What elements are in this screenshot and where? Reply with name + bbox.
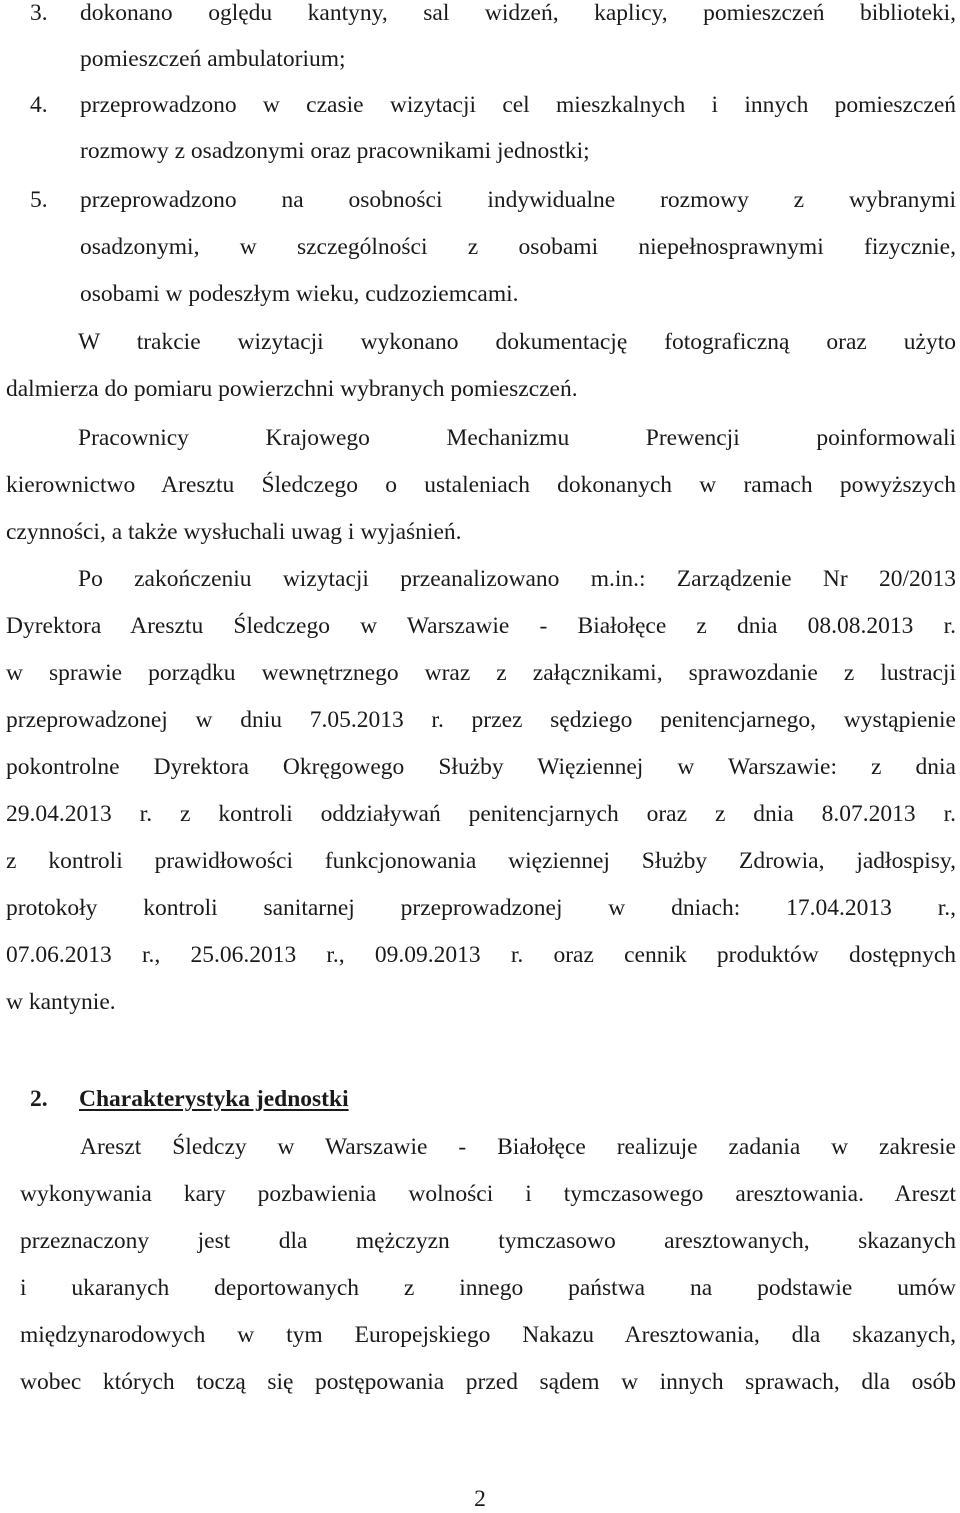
list-line: rozmowy z osadzonymi oraz pracownikami jednostki; [80,138,590,164]
list-line: osadzonymi, w szczególności z osobami niepełnosprawnymi fizycznie, [80,234,956,260]
paragraph-line: Po zakończeniu wizytacji przeanalizowano m.in.: Zarządzenie Nr 20/2013 [78,566,956,592]
paragraph-line: wobec których toczą się postępowania przed sądem w innych sprawach, dla osób [20,1369,956,1395]
list-line: osobami w podeszłym wieku, cudzoziemcami. [80,281,519,307]
paragraph-line: w kantynie. [6,989,116,1015]
list-line: przeprowadzono na osobności indywidualne rozmowy z wybranymi [80,187,956,213]
paragraph-line: międzynarodowych w tym Europejskiego Nakazu Aresztowania, dla skazanych, [20,1322,956,1348]
paragraph-line: W trakcie wizytacji wykonano dokumentację fotograficzną oraz użyto [78,329,956,355]
paragraph-line: czynności, a także wysłuchali uwag i wyjaśnień. [6,519,462,545]
paragraph-line: Dyrektora Aresztu Śledczego w Warszawie - Białołęce z dnia 08.08.2013 r. [6,613,956,639]
paragraph-line: wykonywania kary pozbawienia wolności i tymczasowego aresztowania. Areszt [20,1181,956,1207]
list-line: przeprowadzono w czasie wizytacji cel mieszkalnych i innych pomieszczeń [80,92,956,118]
paragraph-line: dalmierza do pomiaru powierzchni wybranych pomieszczeń. [6,376,578,402]
paragraph-line: Pracownicy Krajowego Mechanizmu Prewencji poinformowali [78,425,956,451]
list-line: pomieszczeń ambulatorium; [80,46,346,72]
paragraph-line: 29.04.2013 r. z kontroli oddziaływań penitencjarnych oraz z dnia 8.07.2013 r. [6,801,956,827]
paragraph-line: kierownictwo Aresztu Śledczego o ustaleniach dokonanych w ramach powyższych [6,472,956,498]
paragraph-line: pokontrolne Dyrektora Okręgowego Służby Więziennej w Warszawie: z dnia [6,754,956,780]
page-number: 2 [474,1486,486,1512]
paragraph-line: przeznaczony jest dla mężczyzn tymczasowo aresztowanych, skazanych [20,1228,956,1254]
section-title: Charakterystyka jednostki [79,1086,349,1112]
paragraph-line: protokoły kontroli sanitarnej przeprowadzonej w dniach: 17.04.2013 r., [6,895,956,921]
paragraph-line: w sprawie porządku wewnętrznego wraz z załącznikami, sprawozdanie z lustracji [6,660,956,686]
list-line: dokonano oględu kantyny, sal widzeń, kaplicy, pomieszczeń biblioteki, [80,0,956,26]
paragraph-line: 07.06.2013 r., 25.06.2013 r., 09.09.2013 r. oraz cennik produktów dostępnych [6,942,956,968]
paragraph-line: i ukaranych deportowanych z innego państwa na podstawie umów [20,1275,956,1301]
paragraph-line: przeprowadzonej w dniu 7.05.2013 r. przez sędziego penitencjarnego, wystąpienie [6,707,956,733]
list-number: 4. [30,92,48,118]
paragraph-line: z kontroli prawidłowości funkcjonowania więziennej Służby Zdrowia, jadłospisy, [6,848,956,874]
list-number: 5. [30,187,48,213]
section-number: 2. [30,1086,48,1112]
paragraph-line: Areszt Śledczy w Warszawie - Białołęce realizuje zadania w zakresie [80,1134,956,1160]
list-number: 3. [30,0,48,26]
